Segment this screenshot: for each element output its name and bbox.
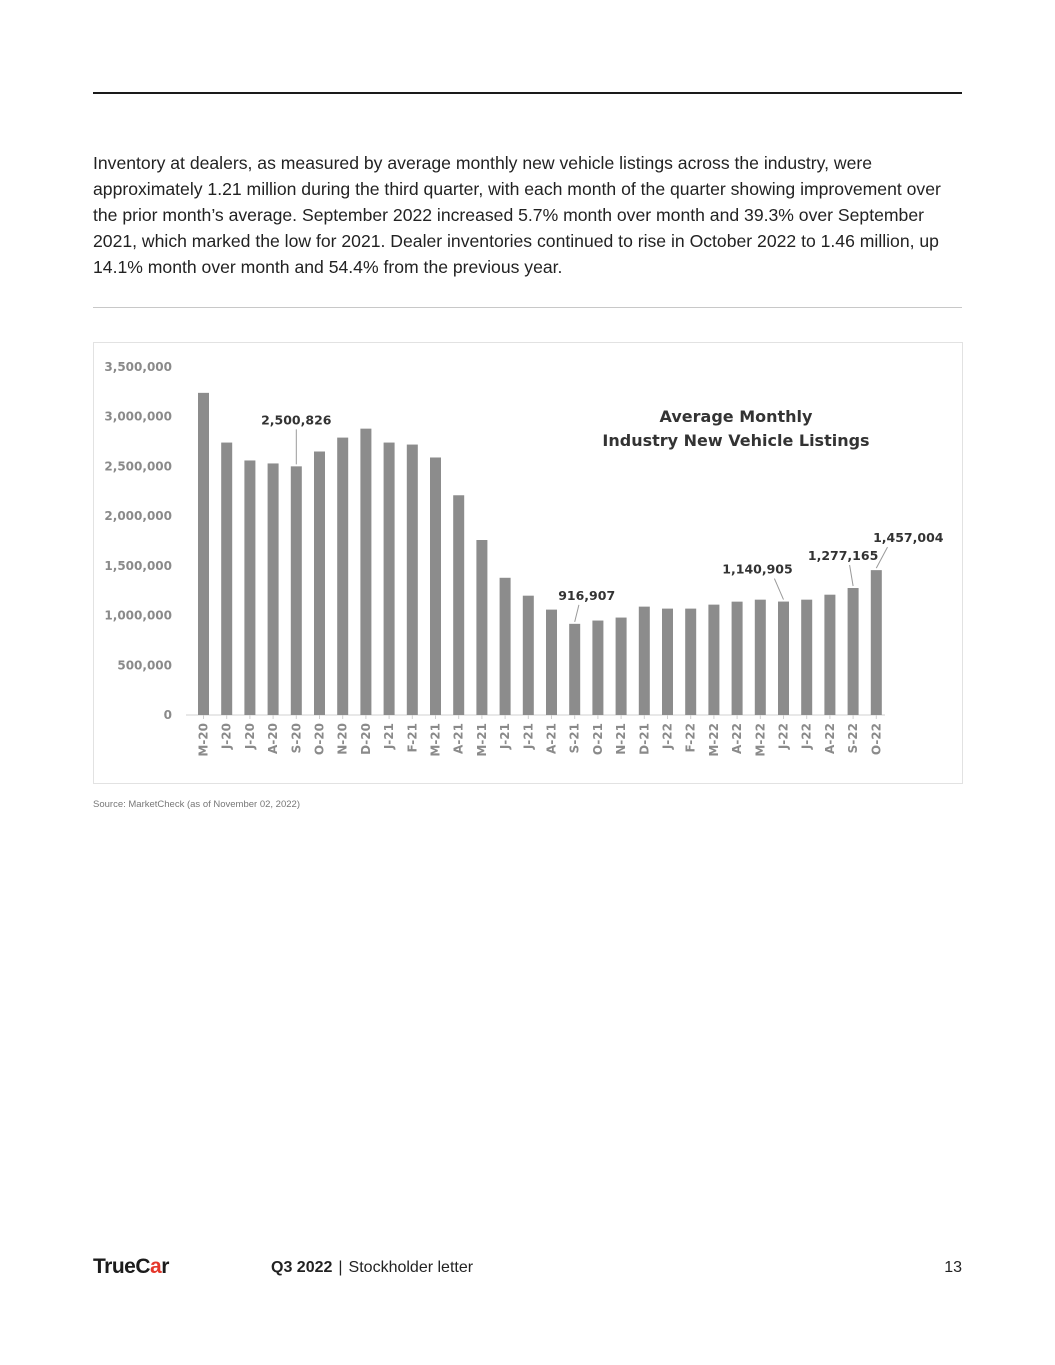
bar xyxy=(592,621,603,715)
x-axis-labels xyxy=(197,723,884,757)
x-tick-label: M-21 xyxy=(474,723,489,757)
bar xyxy=(337,438,348,715)
bar xyxy=(732,602,743,715)
y-tick-label: 2,500,000 xyxy=(104,459,172,474)
x-tick-label: F-22 xyxy=(683,723,698,753)
x-tick-label: O-20 xyxy=(312,723,327,756)
x-tick-label: M-22 xyxy=(706,723,721,757)
chart-title-line1: Average Monthly xyxy=(659,407,813,426)
x-tick-label: M-20 xyxy=(196,723,211,757)
bar xyxy=(268,463,279,715)
bar xyxy=(546,610,557,715)
bar xyxy=(453,495,464,715)
annotation-leader xyxy=(774,579,783,600)
y-tick-label: 2,000,000 xyxy=(104,509,172,524)
x-tick-label: J-22 xyxy=(776,723,791,750)
x-tick-label: N-20 xyxy=(335,723,350,755)
x-tick-label: M-22 xyxy=(753,723,768,757)
bar xyxy=(848,588,859,715)
annotation-leader xyxy=(850,565,854,586)
data-label: 1,457,004 xyxy=(873,530,944,546)
bar xyxy=(198,393,209,715)
x-tick-label: J-22 xyxy=(799,723,814,750)
y-tick-label: 3,500,000 xyxy=(104,360,172,374)
truecar-logo: TrueCar xyxy=(93,1255,169,1278)
footer xyxy=(0,1255,1055,1285)
chart-title-line2: Industry New Vehicle Listings xyxy=(602,431,870,450)
bar xyxy=(476,540,487,715)
x-tick-label: M-21 xyxy=(428,723,443,757)
x-tick-label: A-22 xyxy=(822,723,837,754)
data-label: 1,140,905 xyxy=(722,561,793,577)
bar xyxy=(291,466,302,715)
page-number: 13 xyxy=(944,1259,962,1276)
x-tick-label: S-21 xyxy=(567,723,582,754)
bar xyxy=(221,443,232,715)
x-tick-label: D-20 xyxy=(358,723,373,755)
x-tick-label: S-22 xyxy=(846,723,861,754)
bar xyxy=(384,443,395,715)
bar xyxy=(523,596,534,715)
x-tick-label: O-21 xyxy=(590,723,605,756)
bar xyxy=(685,609,696,715)
annotation-leader xyxy=(575,605,579,622)
footer-separator: | xyxy=(338,1259,343,1276)
footer-quarter: Q3 2022 xyxy=(271,1259,333,1276)
x-tick-label: J-21 xyxy=(382,723,397,750)
x-tick-label: A-21 xyxy=(544,723,559,754)
x-tick-label: J-20 xyxy=(219,723,234,750)
x-tick-label: J-20 xyxy=(242,723,257,750)
bar xyxy=(708,605,719,715)
x-tick-label: N-21 xyxy=(614,723,629,755)
bar xyxy=(430,457,441,715)
bar xyxy=(662,609,673,715)
y-tick-label: 3,000,000 xyxy=(104,409,172,424)
bar xyxy=(824,595,835,715)
x-tick-label: D-21 xyxy=(637,723,652,755)
source-note: Source: MarketCheck (as of November 02, 2022) xyxy=(93,799,300,810)
bar xyxy=(360,429,371,715)
bar xyxy=(569,624,580,715)
bar xyxy=(244,460,255,715)
data-label: 916,907 xyxy=(558,587,616,603)
footer-title xyxy=(271,1259,473,1277)
bar xyxy=(616,618,627,715)
bar xyxy=(778,602,789,715)
body-paragraph: Inventory at dealers, as measured by average monthly new vehicle listings across the industry, were approximately 1.21 million during the third quarter, with each month of the quarter showing improvement over the prior month’s average. September 2022 increased 5.7% month over month and 39.3% over September 2021, which marked the low for 2021. Dealer inventories continued to rise in October 2022 to 1.46 million, up 14.1% month over month and 54.4% from the previous year. xyxy=(93,153,941,277)
bar xyxy=(500,578,511,715)
x-tick-label: F-21 xyxy=(405,723,420,753)
y-tick-label: 1,000,000 xyxy=(104,608,172,623)
bar xyxy=(407,445,418,715)
bar xyxy=(639,607,650,715)
y-tick-label: 500,000 xyxy=(117,658,172,673)
x-tick-label: A-22 xyxy=(730,723,745,754)
y-axis-labels xyxy=(104,360,172,722)
chart-frame xyxy=(93,342,963,784)
bar-chart xyxy=(94,343,962,783)
top-rule xyxy=(93,92,962,94)
x-tick-label: J-22 xyxy=(660,723,675,750)
x-tick-label: J-21 xyxy=(521,723,536,750)
x-tick-label: S-20 xyxy=(289,723,304,754)
x-tick-label: J-21 xyxy=(498,723,513,750)
y-tick-label: 1,500,000 xyxy=(104,558,172,573)
bar xyxy=(755,600,766,715)
x-tick-label: A-20 xyxy=(266,723,281,754)
bar xyxy=(314,452,325,715)
x-tick-label: A-21 xyxy=(451,723,466,754)
footer-doc-title: Stockholder letter xyxy=(348,1259,474,1276)
bar xyxy=(871,570,882,715)
section-divider xyxy=(93,307,962,308)
x-tick-label: O-22 xyxy=(869,723,884,756)
data-label: 2,500,826 xyxy=(261,412,332,428)
data-label: 1,277,165 xyxy=(807,548,879,564)
y-tick-label: 0 xyxy=(163,708,172,722)
bar xyxy=(801,600,812,715)
